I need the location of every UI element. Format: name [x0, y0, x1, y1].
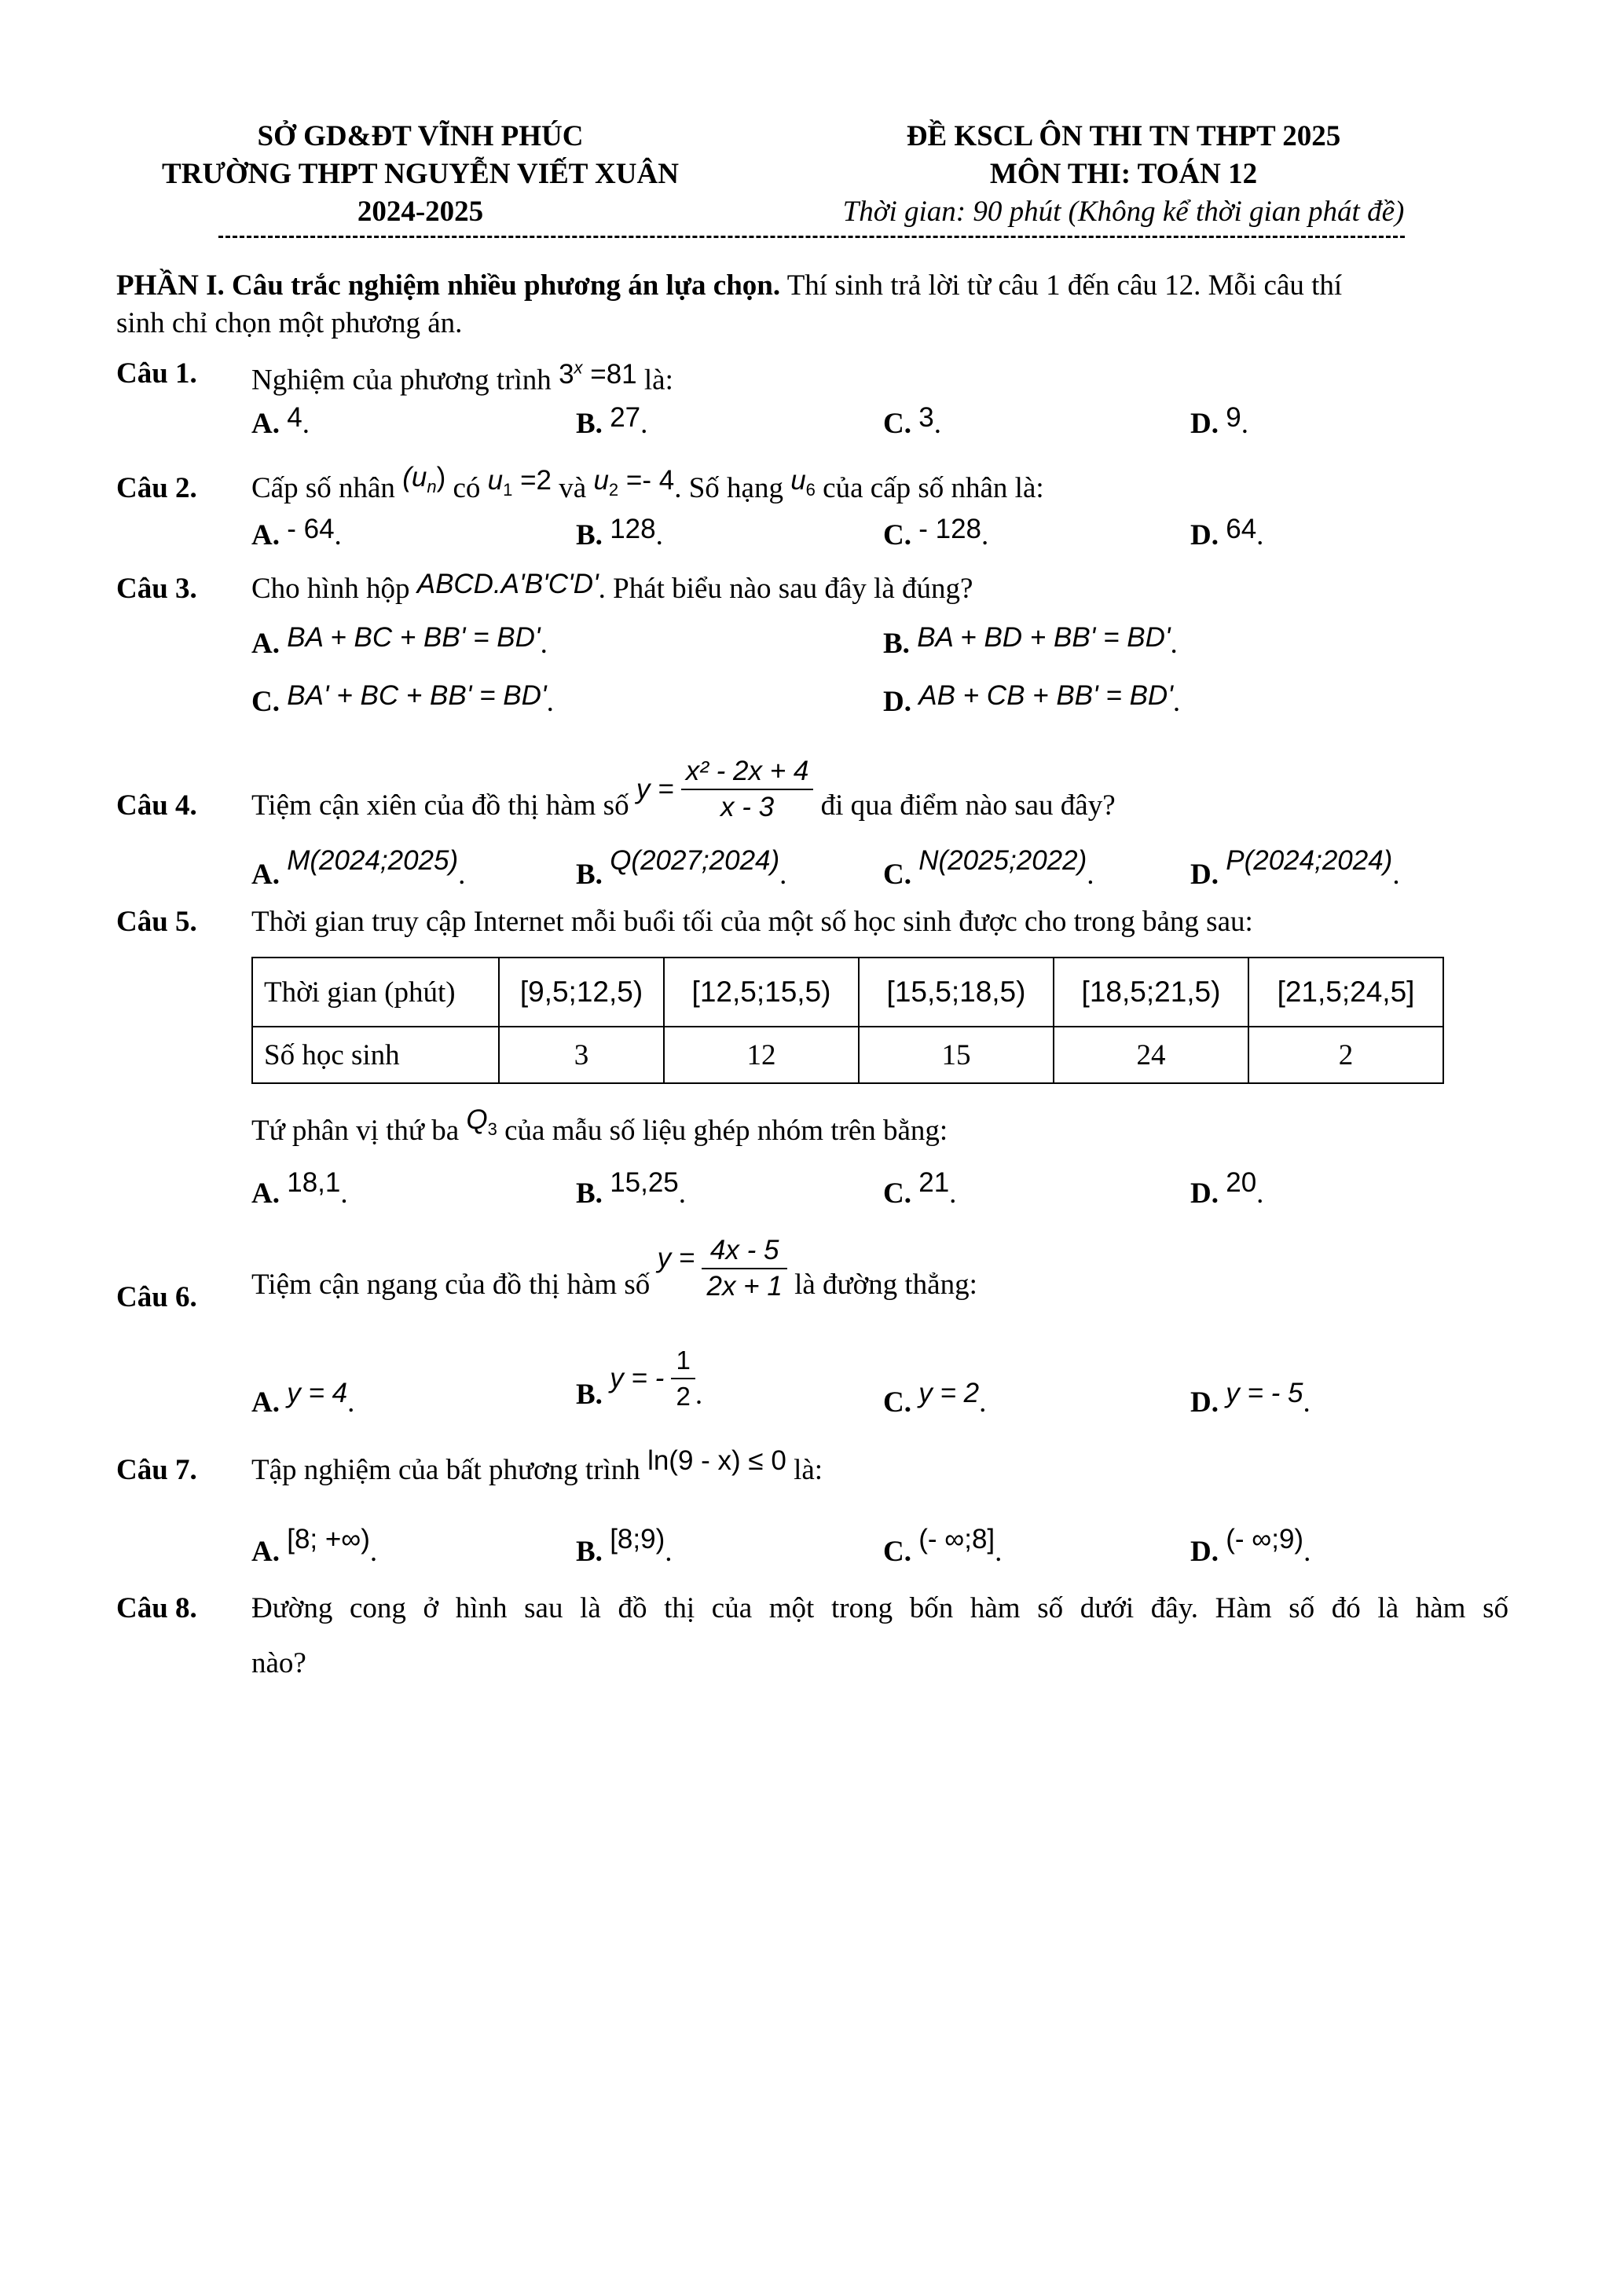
q6-numerator: 4x - 5 [702, 1233, 786, 1269]
exam-header [754, 118, 1493, 231]
q2-option-c-label: C. [883, 519, 911, 551]
q6-text-b: là đường thẳng: [794, 1269, 977, 1301]
q7-text-b: là: [794, 1454, 823, 1486]
q2-option-b-dot: . [655, 519, 663, 551]
table-header-cell: [15,5;18,5) [859, 958, 1054, 1027]
q3-option-a-label: A. [251, 628, 280, 660]
q5-q3-sub: 3 [487, 1119, 497, 1139]
q7-option-d-label: D. [1190, 1536, 1219, 1568]
q1-text-b: là: [643, 364, 673, 397]
q2-u1-rhs: =2 [512, 465, 552, 496]
table-header-cell: [9,5;12,5) [499, 958, 664, 1027]
q2-option-a-label: A. [251, 519, 280, 551]
q2-u6-sym: u [790, 465, 806, 496]
q1-option-a-value: 4 [287, 402, 302, 433]
q2-label: Câu 2. [116, 472, 197, 504]
data-table [251, 957, 1444, 1084]
table-row [252, 958, 1443, 1027]
q4-option-a-value: M(2024;2025) [287, 845, 459, 876]
q1-option-a-label: A. [251, 408, 280, 440]
q2-u1-sym: u [487, 465, 504, 496]
q2-sequence [402, 462, 446, 496]
q6-option-a[interactable] [251, 1378, 355, 1422]
q4-option-c[interactable] [883, 845, 1094, 894]
q6-option-b-label: B. [576, 1379, 603, 1411]
exam-title: ĐỀ KSCL ÔN THI TN THPT 2025 [906, 120, 1341, 152]
q8-text-b: nào? [251, 1647, 306, 1679]
q5-option-c[interactable] [883, 1167, 957, 1213]
q2-option-c-value: - 128 [918, 514, 982, 544]
q1-option-c[interactable] [883, 402, 941, 443]
q5-option-d-value: 20 [1226, 1167, 1257, 1198]
q4-option-b-value: Q(2027;2024) [610, 845, 780, 876]
q6-option-b-fraction [671, 1343, 695, 1414]
q3-text [251, 570, 973, 608]
part1-instruction-a: Thí sinh trả lời từ câu 1 đến câu 12. Mỗi câu thí [780, 269, 1343, 302]
q2-seq-close: ) [436, 462, 446, 493]
school-name: TRƯỜNG THPT NGUYỄN VIẾT XUÂN [162, 158, 679, 190]
q6-option-a-label: A. [251, 1386, 280, 1419]
q2-option-c[interactable] [883, 514, 989, 555]
q2-option-a[interactable] [251, 514, 342, 555]
q4-option-d-label: D. [1190, 859, 1219, 891]
q2-text-b: có [453, 472, 488, 504]
q3-option-a-dot: . [540, 628, 548, 660]
q3-box: ABCD.A'B'C'D' [416, 569, 599, 599]
q6-option-b-value: y = - [610, 1363, 665, 1393]
q1-eq-base: 3 [559, 358, 574, 390]
q4-fraction [681, 754, 814, 825]
q4-option-b-label: B. [576, 859, 603, 891]
q2-seq-sub: n [427, 477, 437, 496]
part1-title: PHẦN I. Câu trắc nghiệm nhiều phương án lựa chọn. [116, 269, 781, 302]
q6-option-a-dot: . [347, 1386, 355, 1419]
q2-u1 [487, 465, 552, 500]
q1-option-c-value: 3 [918, 402, 934, 433]
q2-seq-open: (u [402, 462, 427, 493]
q5-text-b: Tứ phân vị thứ ba [251, 1115, 467, 1147]
q7-option-b-dot: . [665, 1536, 673, 1568]
q6-option-b-dot: . [695, 1379, 703, 1411]
q3-text-a: Cho hình hộp [251, 573, 417, 605]
q2-text-c: và [559, 472, 594, 504]
q3-option-d-dot: . [1172, 686, 1181, 718]
q1-option-c-dot: . [933, 408, 941, 440]
q2-u2-rhs: =- 4 [618, 465, 675, 496]
q7-option-a-value: [8; +∞) [287, 1524, 370, 1554]
q6-option-c-value: y = 2 [918, 1378, 980, 1408]
q6-option-c[interactable] [883, 1378, 987, 1422]
q1-equation [559, 359, 637, 390]
q3-option-d-label: D. [883, 686, 911, 718]
q3-option-d-value: AB + CB + BB' = BD' [918, 680, 1173, 711]
q4-numerator: x² - 2x + 4 [681, 754, 814, 790]
q2-u2 [593, 465, 675, 500]
q4-text-b: đi qua điểm nào sau đây? [820, 789, 1116, 822]
q3-option-c-label: C. [251, 686, 280, 718]
q1-text [251, 355, 673, 400]
q7-option-a-dot: . [369, 1536, 378, 1568]
q2-option-a-value: - 64 [287, 514, 335, 544]
q2-u1-sub: 1 [503, 480, 513, 500]
q3-option-b-label: B. [883, 628, 910, 660]
q2-text-e: của cấp số nhân là: [823, 472, 1044, 504]
q4-option-b-dot: . [779, 859, 787, 891]
q5-option-d-dot: . [1256, 1177, 1264, 1210]
q3-label: Câu 3. [116, 573, 197, 605]
q1-option-a-dot: . [302, 408, 310, 440]
q3-option-b-value: BA + BD + BB' = BD' [917, 622, 1171, 653]
q4-y: y = [636, 774, 674, 804]
q3-option-c[interactable] [251, 680, 554, 721]
table-header-cell: [18,5;21,5) [1054, 958, 1248, 1027]
exam-subject: MÔN THI: TOÁN 12 [989, 158, 1258, 190]
part1-intro [116, 267, 1509, 305]
q3-option-a[interactable] [251, 622, 548, 663]
q6-option-d-label: D. [1190, 1386, 1219, 1419]
q7-text [251, 1445, 823, 1489]
q7-option-c[interactable] [883, 1524, 1003, 1571]
table-row [252, 1027, 1443, 1083]
q1-option-b-value: 27 [610, 402, 641, 433]
q2-text-a: Cấp số nhân [251, 472, 403, 504]
q1-option-d-value: 9 [1226, 402, 1241, 433]
table-cell: 15 [859, 1027, 1054, 1083]
q1-option-b-label: B. [576, 408, 603, 440]
q6-y: y = [657, 1243, 695, 1273]
q6-option-c-dot: . [979, 1386, 987, 1419]
q5-q3-symbol [466, 1104, 497, 1139]
table-cell: 24 [1054, 1027, 1248, 1083]
q2-option-d[interactable] [1190, 514, 1264, 555]
q2-option-b[interactable] [576, 514, 663, 555]
q2-text [251, 462, 1044, 517]
table-cell: 12 [664, 1027, 859, 1083]
q2-text-d: . Số hạng [674, 472, 791, 504]
q5-option-b[interactable] [576, 1167, 687, 1213]
q4-denominator: x - 3 [720, 792, 775, 822]
header-divider [218, 236, 1405, 238]
q5-q3-sym: Q [466, 1104, 488, 1135]
q5-option-a-dot: . [340, 1177, 348, 1210]
q3-option-d[interactable] [883, 680, 1181, 721]
q5-label: Câu 5. [116, 906, 197, 938]
q6-option-d-dot: . [1303, 1386, 1311, 1419]
q6-option-b-denominator: 2 [676, 1382, 691, 1411]
q5-option-a-label: A. [251, 1177, 280, 1210]
q6-option-b[interactable] [576, 1343, 702, 1414]
q7-label: Câu 7. [116, 1454, 197, 1486]
q6-option-d[interactable] [1190, 1378, 1311, 1422]
table-cell: 3 [499, 1027, 664, 1083]
q1-option-b[interactable] [576, 402, 648, 443]
q5-option-b-dot: . [678, 1177, 687, 1210]
q5-option-c-label: C. [883, 1177, 911, 1210]
q5-option-d-label: D. [1190, 1177, 1219, 1210]
q4-text [251, 738, 1116, 825]
q8-label: Câu 8. [116, 1592, 197, 1624]
q2-u6-sub: 6 [805, 480, 816, 500]
q5-subtext [251, 1104, 948, 1159]
q1-option-d-dot: . [1241, 408, 1248, 440]
q5-text: Thời gian truy cập Internet mỗi buổi tối của một số học sinh được cho trong bảng sau: [251, 906, 1253, 938]
q4-option-d-dot: . [1392, 859, 1400, 891]
q4-label: Câu 4. [116, 789, 197, 822]
q4-option-a-dot: . [458, 859, 466, 891]
q2-option-b-value: 128 [610, 514, 656, 544]
q5-option-c-value: 21 [918, 1167, 950, 1198]
q2-option-c-dot: . [981, 519, 989, 551]
q6-option-c-label: C. [883, 1386, 911, 1419]
table-cell: 2 [1248, 1027, 1443, 1083]
q6-text [251, 1233, 977, 1304]
q6-option-d-value: y = - 5 [1226, 1378, 1303, 1408]
q7-option-c-value: (- ∞;8] [918, 1524, 995, 1554]
table-header-cell: Thời gian (phút) [252, 958, 499, 1027]
q2-u2-sym: u [593, 465, 609, 496]
q7-option-d[interactable] [1190, 1524, 1311, 1571]
q4-option-c-label: C. [883, 859, 911, 891]
q2-u2-sub: 2 [608, 480, 619, 500]
table-header-cell: [21,5;24,5] [1248, 958, 1443, 1027]
q6-text-a: Tiệm cận ngang của đồ thị hàm số [251, 1269, 651, 1301]
q7-option-a[interactable] [251, 1524, 378, 1571]
q5-option-b-value: 15,25 [610, 1167, 679, 1198]
q7-option-d-dot: . [1303, 1536, 1311, 1568]
q5-text-c: của mẫu số liệu ghép nhóm trên bằng: [504, 1115, 948, 1147]
q7-option-b-label: B. [576, 1536, 603, 1568]
q3-option-a-value: BA + BC + BB' = BD' [287, 622, 541, 653]
q7-option-b[interactable] [576, 1524, 673, 1571]
department-name: SỞ GD&ĐT VĨNH PHÚC [257, 120, 584, 152]
q2-option-d-dot: . [1256, 519, 1264, 551]
q4-option-b[interactable] [576, 845, 787, 894]
q1-eq-rhs: =81 [582, 358, 637, 390]
q2-option-a-dot: . [334, 519, 342, 551]
q3-option-b[interactable] [883, 622, 1178, 663]
q7-text-a: Tập nghiệm của bất phương trình [251, 1454, 648, 1486]
q4-option-d[interactable] [1190, 845, 1400, 894]
q1-option-c-label: C. [883, 408, 911, 440]
q6-option-b-numerator: 1 [671, 1343, 695, 1379]
q5-option-a[interactable] [251, 1167, 348, 1213]
q1-eq-exp: x [574, 357, 583, 377]
q3-option-b-dot: . [1170, 628, 1178, 660]
q5-option-c-dot: . [949, 1177, 957, 1210]
q4-option-d-value: P(2024;2024) [1226, 845, 1393, 876]
school-year: 2024-2025 [357, 196, 484, 228]
q7-option-d-value: (- ∞;9) [1226, 1524, 1304, 1554]
q4-option-a[interactable] [251, 845, 466, 894]
q1-option-d[interactable] [1190, 402, 1248, 443]
q4-text-a: Tiệm cận xiên của đồ thị hàm số [251, 789, 629, 822]
q8-text-a: Đường cong ở hình sau là đồ thị của một trong bốn hàm số dưới đây. Hàm số đó là hàm số [251, 1592, 1509, 1624]
q7-option-b-value: [8;9) [610, 1524, 665, 1554]
part1-instruction-b: sinh chỉ chọn một phương án. [116, 307, 463, 339]
q6-fraction [702, 1233, 786, 1304]
school-header [94, 118, 746, 231]
q3-option-c-dot: . [546, 686, 554, 718]
q4-option-c-value: N(2025;2022) [918, 845, 1087, 876]
q5-option-d[interactable] [1190, 1167, 1264, 1213]
q1-option-d-label: D. [1190, 408, 1219, 440]
q6-denominator: 2x + 1 [706, 1271, 783, 1302]
q1-option-b-dot: . [640, 408, 648, 440]
q5-option-b-label: B. [576, 1177, 603, 1210]
q2-option-d-value: 64 [1226, 514, 1257, 544]
q4-option-a-label: A. [251, 859, 280, 891]
q7-option-c-label: C. [883, 1536, 911, 1568]
q7-inequality: ln(9 - x) ≤ 0 [647, 1445, 786, 1476]
q5-option-a-value: 18,1 [287, 1167, 341, 1198]
q2-option-b-label: B. [576, 519, 603, 551]
q6-label: Câu 6. [116, 1281, 197, 1313]
exam-time: Thời gian: 90 phút (Không kể thời gian phát đề) [842, 196, 1405, 228]
table-cell: Số học sinh [252, 1027, 499, 1083]
q2-u6 [790, 465, 816, 500]
q3-option-c-value: BA' + BC + BB' = BD' [287, 680, 547, 711]
q7-option-c-dot: . [995, 1536, 1003, 1568]
q3-text-b: . Phát biểu nào sau đây là đúng? [598, 573, 973, 605]
q1-option-a[interactable] [251, 402, 310, 443]
q4-option-c-dot: . [1087, 859, 1094, 891]
q7-option-a-label: A. [251, 1536, 280, 1568]
q1-text-a: Nghiệm của phương trình [251, 364, 559, 397]
table-header-cell: [12,5;15,5) [664, 958, 859, 1027]
q1-label: Câu 1. [116, 357, 197, 390]
q2-option-d-label: D. [1190, 519, 1219, 551]
q6-option-a-value: y = 4 [287, 1378, 348, 1408]
